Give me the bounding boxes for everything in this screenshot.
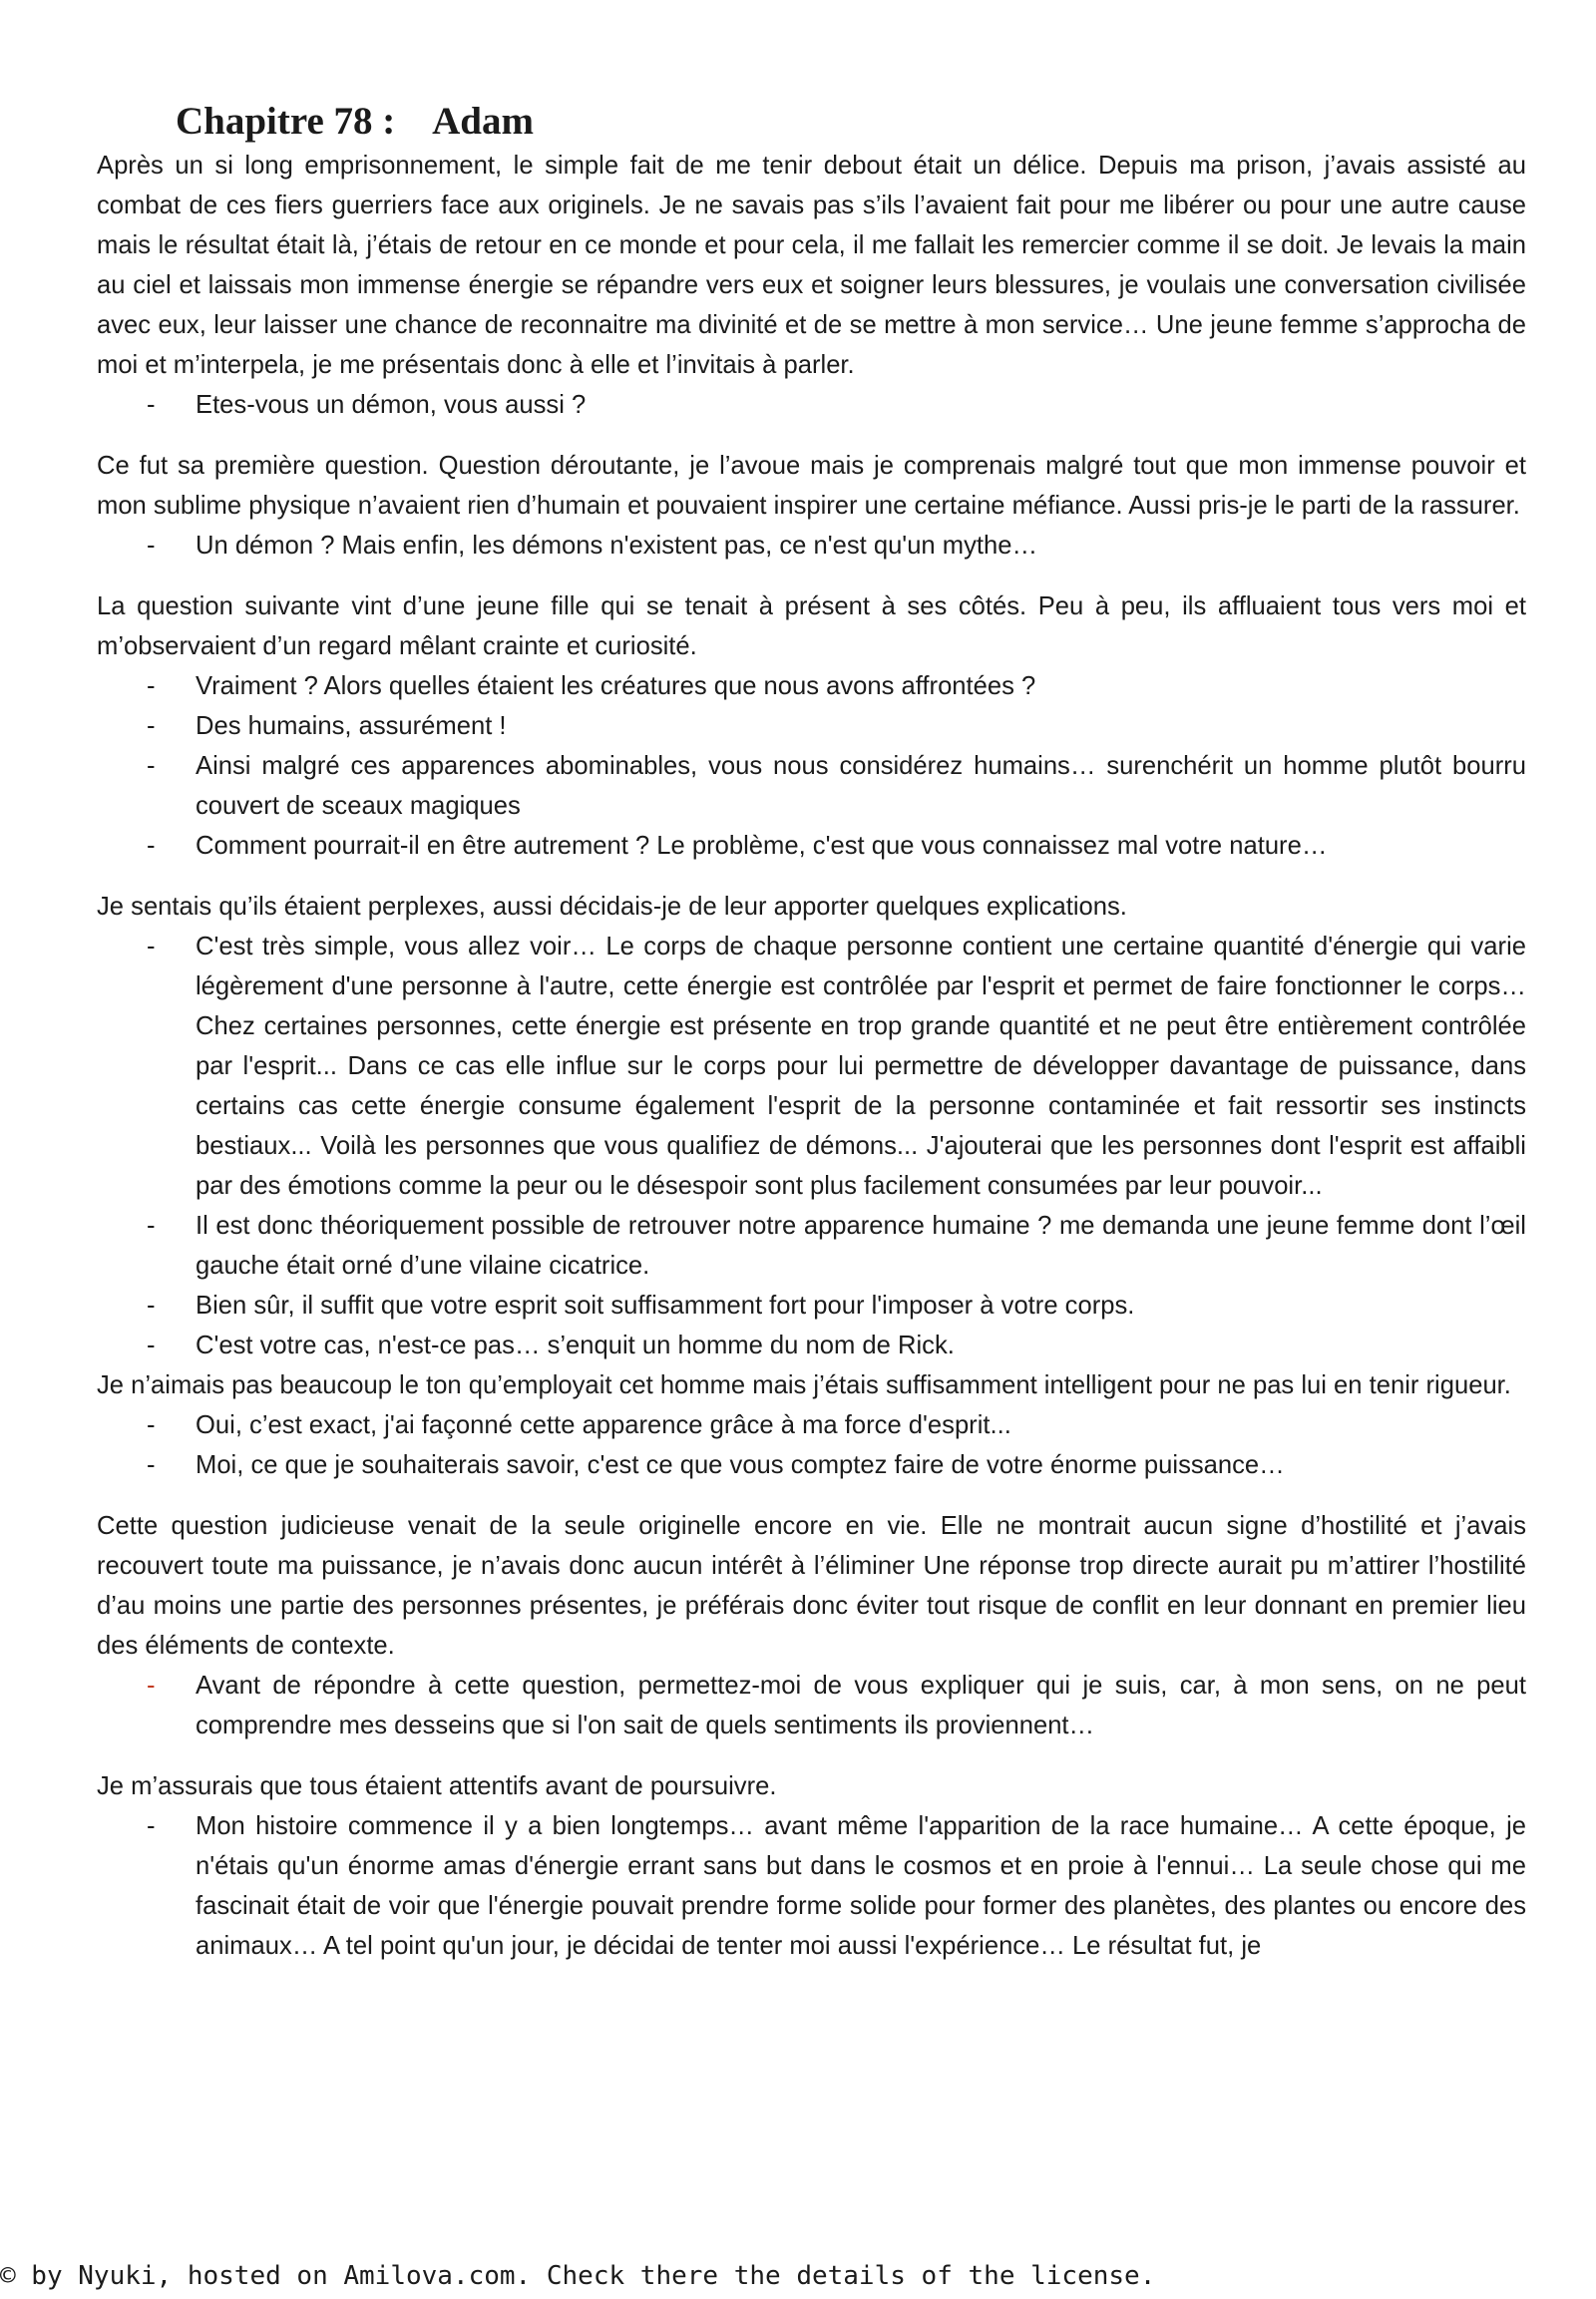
dialogue-dash: - — [147, 1451, 156, 1479]
dialogue-text: Oui, c’est exact, j'ai façonné cette apparence grâce à ma force d'esprit... — [196, 1411, 1011, 1439]
dialogue-line — [97, 666, 1526, 706]
dialogue-text: Etes-vous un démon, vous aussi ? — [196, 391, 587, 419]
dialogue-dash: - — [147, 1332, 156, 1359]
dialogue-line — [97, 1666, 1526, 1745]
dialogue-dash: - — [147, 1212, 156, 1240]
dialogue-text: Il est donc théoriquement possible de retrouver notre apparence humaine ? me demanda une jeune femme dont l’œil gauche était orné d’une vilaine cicatrice. — [196, 1212, 1526, 1280]
dialogue-dash: - — [147, 1672, 156, 1700]
chapter-name: Adam — [432, 100, 534, 143]
dialogue-dash: - — [147, 672, 156, 700]
paragraph: Cette question judicieuse venait de la seule originelle encore en vie. Elle ne montrait aucun signe d’hostilité et j’avais recouvert toute ma puissance, je n’avais donc aucun intérêt à l’éliminer Une réponse trop directe aurait pu m’attirer l’hostilité d’au moins une partie des personnes présentes, je préférais donc éviter tout risque de conflit en leur donnant en premier lieu des éléments de contexte. — [97, 1512, 1526, 1660]
dialogue-text: Ainsi malgré ces apparences abominables, vous nous considérez humains… surenchérit un homme plutôt bourru couvert de sceaux magiques — [196, 752, 1526, 820]
dialogue-dash: - — [147, 532, 156, 560]
chapter-title — [176, 98, 1526, 146]
dialogue-list — [97, 1666, 1526, 1745]
dialogue-line — [97, 746, 1526, 826]
document-page — [97, 0, 1526, 1966]
dialogue-list — [97, 666, 1526, 866]
dialogue-text: C'est votre cas, n'est-ce pas… s’enquit un homme du nom de Rick. — [196, 1332, 955, 1359]
dialogue-dash: - — [147, 712, 156, 740]
paragraph: Après un si long emprisonnement, le simple fait de me tenir debout était un délice. Depuis ma prison, j’avais assisté au combat de ces fiers guerriers face aux originels. Je ne savais pas s’ils l’avaient fait pour me libérer ou pour une autre cause mais le résultat était là, j’étais de retour en ce monde et pour cela, il me fallait les remercier comme il se doit. Je levais la main au ciel et laissais mon immense énergie se répandre vers eux et soigner leurs blessures, je voulais une conversation civilisée avec eux, leur laisser une chance de reconnaitre ma divinité et de se mettre à mon service… Une jeune femme s’approcha de moi et m’interpela, je me présentais donc à elle et l’invitais à parler. — [97, 152, 1526, 379]
paragraph: Ce fut sa première question. Question déroutante, je l’avoue mais je comprenais malgré tout que mon immense pouvoir et mon sublime physique n’avaient rien d’humain et pouvaient inspirer une certaine méfiance. Aussi pris-je le parti de la rassurer. — [97, 452, 1526, 520]
paragraph: La question suivante vint d’une jeune fille qui se tenait à présent à ses côtés. Peu à peu, ils affluaient tous vers moi et m’observaient d’un regard mêlant crainte et curiosité. — [97, 592, 1526, 660]
dialogue-line — [97, 526, 1526, 566]
chapter-label: Chapitre 78 : — [176, 100, 396, 143]
dialogue-line — [97, 1326, 1526, 1365]
dialogue-list — [97, 385, 1526, 425]
paragraph: Je sentais qu’ils étaient perplexes, aussi décidais-je de leur apporter quelques explications. — [97, 893, 1127, 921]
dialogue-text: Comment pourrait-il en être autrement ? Le problème, c'est que vous connaissez mal votre nature… — [196, 832, 1328, 860]
dialogue-text: Vraiment ? Alors quelles étaient les créatures que nous avons affrontées ? — [196, 672, 1036, 700]
dialogue-dash: - — [147, 1812, 156, 1840]
dialogue-dash: - — [147, 832, 156, 860]
dialogue-list — [97, 927, 1526, 1365]
paragraph: Je m’assurais que tous étaient attentifs avant de poursuivre. — [97, 1772, 777, 1800]
dialogue-list — [97, 1405, 1526, 1485]
dialogue-dash: - — [147, 1411, 156, 1439]
dialogue-text: Un démon ? Mais enfin, les démons n'existent pas, ce n'est qu'un mythe… — [196, 532, 1038, 560]
dialogue-line — [97, 706, 1526, 746]
dialogue-dash: - — [147, 1292, 156, 1320]
dialogue-line — [97, 1445, 1526, 1485]
chapter-body — [97, 146, 1526, 1966]
dialogue-text: Des humains, assurément ! — [196, 712, 507, 740]
dialogue-line — [97, 1405, 1526, 1445]
dialogue-list — [97, 1806, 1526, 1966]
dialogue-text: Moi, ce que je souhaiterais savoir, c'est ce que vous comptez faire de votre énorme puissance… — [196, 1451, 1285, 1479]
dialogue-line — [97, 1286, 1526, 1326]
dialogue-text: Bien sûr, il suffit que votre esprit soit suffisamment fort pour l'imposer à votre corps. — [196, 1292, 1135, 1320]
paragraph: Je n’aimais pas beaucoup le ton qu’employait cet homme mais j’étais suffisamment intelligent pour ne pas lui en tenir rigueur. — [97, 1371, 1511, 1399]
dialogue-dash: - — [147, 752, 156, 780]
dialogue-line — [97, 1806, 1526, 1966]
license-footer: © by Nyuki, hosted on Amilova.com. Check there the details of the license. — [0, 2261, 1156, 2291]
dialogue-text: Avant de répondre à cette question, permettez-moi de vous expliquer qui je suis, car, à mon sens, on ne peut comprendre mes desseins que si l'on sait de quels sentiments ils proviennent… — [196, 1672, 1526, 1739]
dialogue-text: C'est très simple, vous allez voir… Le corps de chaque personne contient une certaine quantité d'énergie qui varie légèrement d'une personne à l'autre, cette énergie est contrôlée par l'esprit et permet de faire fonctionner le corps… Chez certaines personnes, cette énergie est présente en trop grande quantité et ne peut être entièrement contrôlée par l'esprit... Dans ce cas elle influe sur le corps pour lui permettre de développer davantage de puissance, dans certains cas cette énergie consume également l'esprit de la personne contaminée et fait ressortir ses instincts bestiaux... Voilà les personnes que vous qualifiez de démons... J'ajouterai que les personnes dont l'esprit est affaibli par des émotions comme la peur ou le désespoir sont plus facilement consumées par leur pouvoir... — [196, 933, 1526, 1200]
dialogue-text: Mon histoire commence il y a bien longtemps… avant même l'apparition de la race humaine… A cette époque, je n'étais qu'un énorme amas d'énergie errant sans but dans le cosmos et en proie à l'ennui… La seule chose qui me fascinait était de voir que l'énergie pouvait prendre forme solide pour former des planètes, des plantes ou encore des animaux… A tel point qu'un jour, je décidai de tenter moi aussi l'expérience… Le résultat fut, je — [196, 1812, 1526, 1960]
dialogue-dash: - — [147, 391, 156, 419]
dialogue-line — [97, 385, 1526, 425]
dialogue-list — [97, 526, 1526, 566]
dialogue-line — [97, 927, 1526, 1206]
dialogue-line — [97, 826, 1526, 866]
dialogue-line — [97, 1206, 1526, 1286]
dialogue-dash: - — [147, 933, 156, 960]
